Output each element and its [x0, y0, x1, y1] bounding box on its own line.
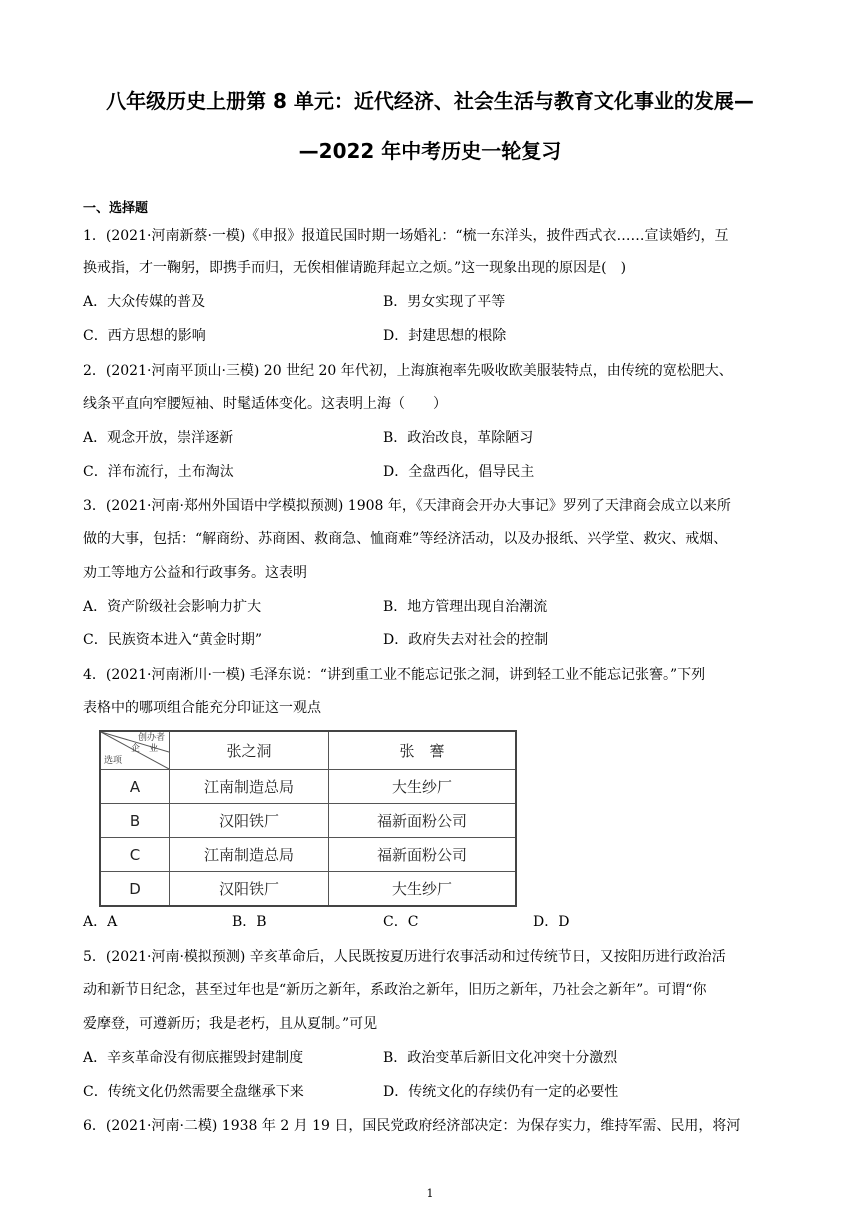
- question-4-table: [99, 730, 517, 907]
- table-cell-option: B: [100, 804, 170, 838]
- corner-label-enterprise: 企 业: [131, 744, 159, 754]
- table-cell-zhang-zhidong: 江南制造总局: [170, 770, 329, 804]
- question-1-option-b: B．男女实现了平等: [383, 294, 506, 310]
- question-6-line-1: 6．(2021·河南·二模) 1938 年 2 月 19 日，国民党政府经济部决定：为保存实力，维持军需、民用，将河: [83, 1118, 741, 1134]
- question-5-option-a: A．辛亥革命没有彻底摧毁封建制度: [83, 1050, 304, 1066]
- table-corner-cell: [100, 731, 170, 770]
- question-3-line-3: 劝工等地方公益和行政事务。这表明: [83, 565, 307, 581]
- table-cell-zhang-zhidong: 汉阳铁厂: [170, 804, 329, 838]
- question-5-line-3: 爱摩登，可遵新历；我是老朽，且从夏制。”可见: [83, 1016, 378, 1032]
- table-header-zhang-zhidong: 张之洞: [170, 731, 329, 770]
- question-2-option-b: B．政治改良，革除陋习: [383, 430, 534, 446]
- question-3-option-b: B．地方管理出现自治潮流: [383, 599, 548, 615]
- page-number: 1: [426, 1187, 434, 1200]
- table-cell-zhang-jian: 大生纱厂: [329, 872, 517, 907]
- question-2-line-2: 线条平直向窄腰短袖、时髦适体变化。这表明上海（ ）: [83, 396, 447, 412]
- question-1-line-1: 1．(2021·河南新蔡·一模)《申报》报道民国时期一场婚礼：“梳一东洋头，披件西式衣……宣读婚约，互: [83, 228, 729, 244]
- table-cell-zhang-jian: 福新面粉公司: [329, 838, 517, 872]
- question-4-option-c: C．C: [383, 914, 419, 930]
- question-1-option-c: C．西方思想的影响: [83, 328, 206, 344]
- table-cell-zhang-jian: 福新面粉公司: [329, 804, 517, 838]
- question-3-option-c: C．民族资本进入“黄金时期”: [83, 632, 263, 648]
- question-3-option-d: D．政府失去对社会的控制: [383, 632, 549, 648]
- question-2-option-c: C．洋布流行，土布淘汰: [83, 464, 234, 480]
- question-1-option-a: A．大众传媒的普及: [83, 294, 206, 310]
- table-cell-option: A: [100, 770, 170, 804]
- question-5-line-1: 5．(2021·河南·模拟预测) 辛亥革命后，人民既按夏历进行农事活动和过传统节日，又按阳历进行政治活: [83, 949, 726, 965]
- question-4-line-2: 表格中的哪项组合能充分印证这一观点: [83, 700, 321, 716]
- question-5-option-d: D．传统文化的存续仍有一定的必要性: [383, 1084, 619, 1100]
- table-row: [100, 770, 516, 804]
- table-header-zhang-jian: 张 謇: [329, 731, 517, 770]
- table-cell-option: D: [100, 872, 170, 907]
- question-5-option-c: C．传统文化仍然需要全盘继承下来: [83, 1084, 304, 1100]
- question-5-line-2: 动和新节日纪念，甚至过年也是“新历之新年，系政治之新年，旧历之新年，乃社会之新年”。可谓“你: [83, 982, 707, 998]
- question-2-line-1: 2．(2021·河南平顶山·三模) 20 世纪 20 年代初，上海旗袍率先吸收欧美服装特点，由传统的宽松肥大、: [83, 363, 733, 379]
- document-title-line-1: 八年级历史上册第 8 单元：近代经济、社会生活与教育文化事业的发展—: [106, 89, 754, 113]
- question-1-line-2: 换戒指，才一鞠躬，即携手而归，无俟相催请跪拜起立之烦。”这一现象出现的原因是( ): [83, 260, 627, 276]
- table-row: [100, 804, 516, 838]
- question-3-line-2: 做的大事，包括：“解商纷、苏商困、救商急、恤商难”等经济活动，以及办报纸、兴学堂、救灾、戒烟、: [83, 531, 728, 547]
- question-4-option-d: D．D: [533, 914, 570, 930]
- table-row: [100, 872, 516, 907]
- table-cell-option: C: [100, 838, 170, 872]
- table-cell-zhang-zhidong: 江南制造总局: [170, 838, 329, 872]
- table-row: [100, 838, 516, 872]
- question-2-option-a: A．观念开放，崇洋逐新: [83, 430, 234, 446]
- question-5-option-b: B．政治变革后新旧文化冲突十分激烈: [383, 1050, 618, 1066]
- question-4-line-1: 4．(2021·河南淅川·一模) 毛泽东说：“讲到重工业不能忘记张之洞，讲到轻工业不能忘记张謇。”下列: [83, 667, 706, 683]
- document-title-line-2: —2022 年中考历史一轮复习: [298, 139, 562, 163]
- question-3-line-1: 3．(2021·河南·郑州外国语中学模拟预测) 1908 年，《天津商会开办大事记》罗列了天津商会成立以来所: [83, 498, 731, 514]
- question-1-option-d: D．封建思想的根除: [383, 328, 507, 344]
- corner-label-founder: 创办者: [137, 733, 165, 743]
- section-heading: 一、选择题: [83, 201, 149, 216]
- table-header-row: [100, 731, 516, 770]
- question-3-option-a: A．资产阶级社会影响力扩大: [83, 599, 262, 615]
- table-cell-zhang-zhidong: 汉阳铁厂: [170, 872, 329, 907]
- question-2-option-d: D．全盘西化，倡导民主: [383, 464, 535, 480]
- question-4-option-b: B．B: [232, 914, 267, 930]
- table-cell-zhang-jian: 大生纱厂: [329, 770, 517, 804]
- corner-label-option: 选项: [104, 756, 123, 766]
- question-4-option-a: A．A: [83, 914, 118, 930]
